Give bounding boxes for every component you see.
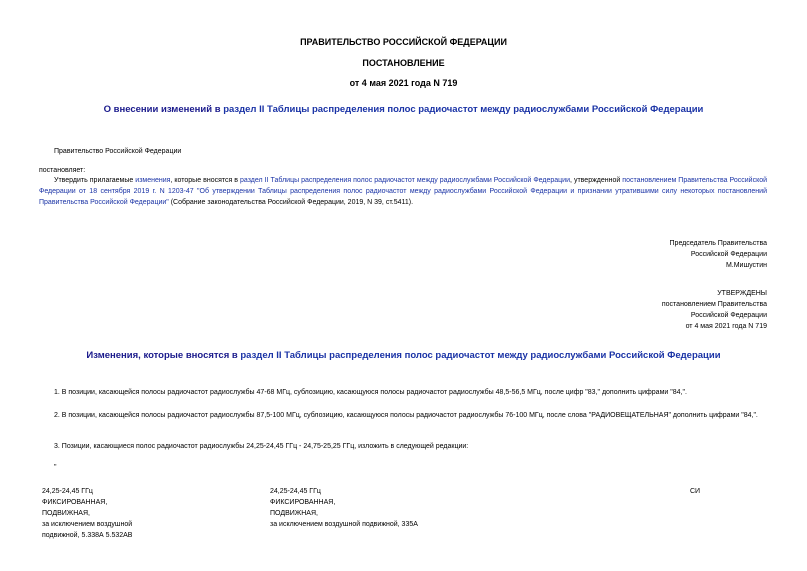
item-3: 3. Позиции, касающиеся полос радиочастот радиослужбы 24,25-24,45 ГГц - 24,75-25,25 ГГц, изложить в следующей редакции: — [54, 443, 469, 450]
table-cell: ФИКСИРОВАННАЯ, — [42, 499, 108, 506]
table-col-1 — [42, 486, 242, 541]
decision-text-3: , утвержденной — [570, 177, 623, 184]
table-cell: подвижной, 5.338А 5.532АВ — [42, 532, 133, 539]
table-cell: 24,25-24,45 ГГц — [42, 488, 93, 495]
document-type: ПОСТАНОВЛЕНИЕ — [362, 58, 445, 68]
approved-by-resolution: постановлением Правительства — [661, 301, 767, 308]
section-ii-link[interactable]: раздел II Таблицы распределения полос радиочастот между радиослужбами Российской Федерации — [240, 177, 570, 184]
table-col-2 — [270, 486, 520, 530]
table-cell: 24,25-24,45 ГГц — [270, 488, 321, 495]
quote-mark: " — [54, 464, 57, 471]
decision-paragraph — [39, 175, 767, 208]
document-date-number: от 4 мая 2021 года N 719 — [349, 78, 458, 88]
table-cell: ПОДВИЖНАЯ, — [270, 510, 318, 517]
changes-link[interactable]: изменения — [135, 177, 171, 184]
signature-block — [467, 238, 767, 271]
changes-title-link[interactable]: раздел II Таблицы распределения полос радиочастот между радиослужбами Российской Федерации — [240, 350, 721, 361]
resolution-link[interactable]: постановлением Правительства Российской Федерации от 18 сентября 2019 г. N 1203-47 "Об утверждении Таблицы распределения полос радиочастот между радиослужбами Российской Федерации и признании утратившими силу некоторых постановлений Правительства Российской Федерации" — [39, 177, 768, 206]
document-title-link[interactable]: раздел II Таблицы распределения полос радиочастот между радиослужбами Российской Федерации — [223, 104, 704, 115]
signature-position: Председатель Правительства — [669, 240, 767, 247]
changes-title — [0, 350, 807, 361]
changes-title-prefix: Изменения, которые вносятся в — [86, 350, 241, 361]
table-col-3 — [690, 486, 750, 497]
approved-block — [467, 288, 767, 332]
document-title — [0, 104, 807, 115]
table-cell: за исключением воздушной — [42, 521, 133, 528]
decision-text-2: , которые вносятся в — [170, 177, 241, 184]
approved-date: от 4 мая 2021 года N 719 — [685, 323, 767, 330]
signature-name: М.Мишустин — [725, 262, 767, 269]
preamble-government: Правительство Российской Федерации — [54, 148, 182, 155]
table-cell: за исключением воздушной подвижной, 335А — [270, 521, 418, 528]
decision-text-4: (Собрание законодательства Российской Федерации, 2019, N 39, ст.5411). — [168, 199, 414, 206]
item-1: 1. В позиции, касающейся полосы радиочастот радиослужбы 47-68 МГц, сублозицию, касающуюся полосы радиочастот радиослужбы 48,5-56,5 МГц, после цифр "83," дополнить цифрами "84,". — [54, 389, 687, 396]
table-cell: ПОДВИЖНАЯ, — [42, 510, 90, 517]
government-heading: ПРАВИТЕЛЬСТВО РОССИЙСКОЙ ФЕДЕРАЦИИ — [300, 37, 507, 47]
decision-text-1: Утвердить прилагаемые — [54, 177, 136, 184]
item-2: 2. В позиции, касающейся полосы радиочастот радиослужбы 87,5-100 МГц, сублозицию, касающуюся полосы радиочастот радиослужбы 76-100 МГц, после слова "РАДИОВЕЩАТЕЛЬНАЯ" дополнить цифрами "84,". — [54, 412, 758, 419]
approved-heading: УТВЕРЖДЕНЫ — [717, 290, 767, 297]
approved-federation: Российской Федерации — [690, 312, 767, 319]
document-title-prefix: О внесении изменений в — [103, 104, 224, 115]
preamble-decides: постановляет: — [39, 167, 86, 174]
table-cell: СИ — [690, 488, 701, 495]
signature-federation: Российской Федерации — [690, 251, 767, 258]
table-cell: ФИКСИРОВАННАЯ, — [270, 499, 336, 506]
